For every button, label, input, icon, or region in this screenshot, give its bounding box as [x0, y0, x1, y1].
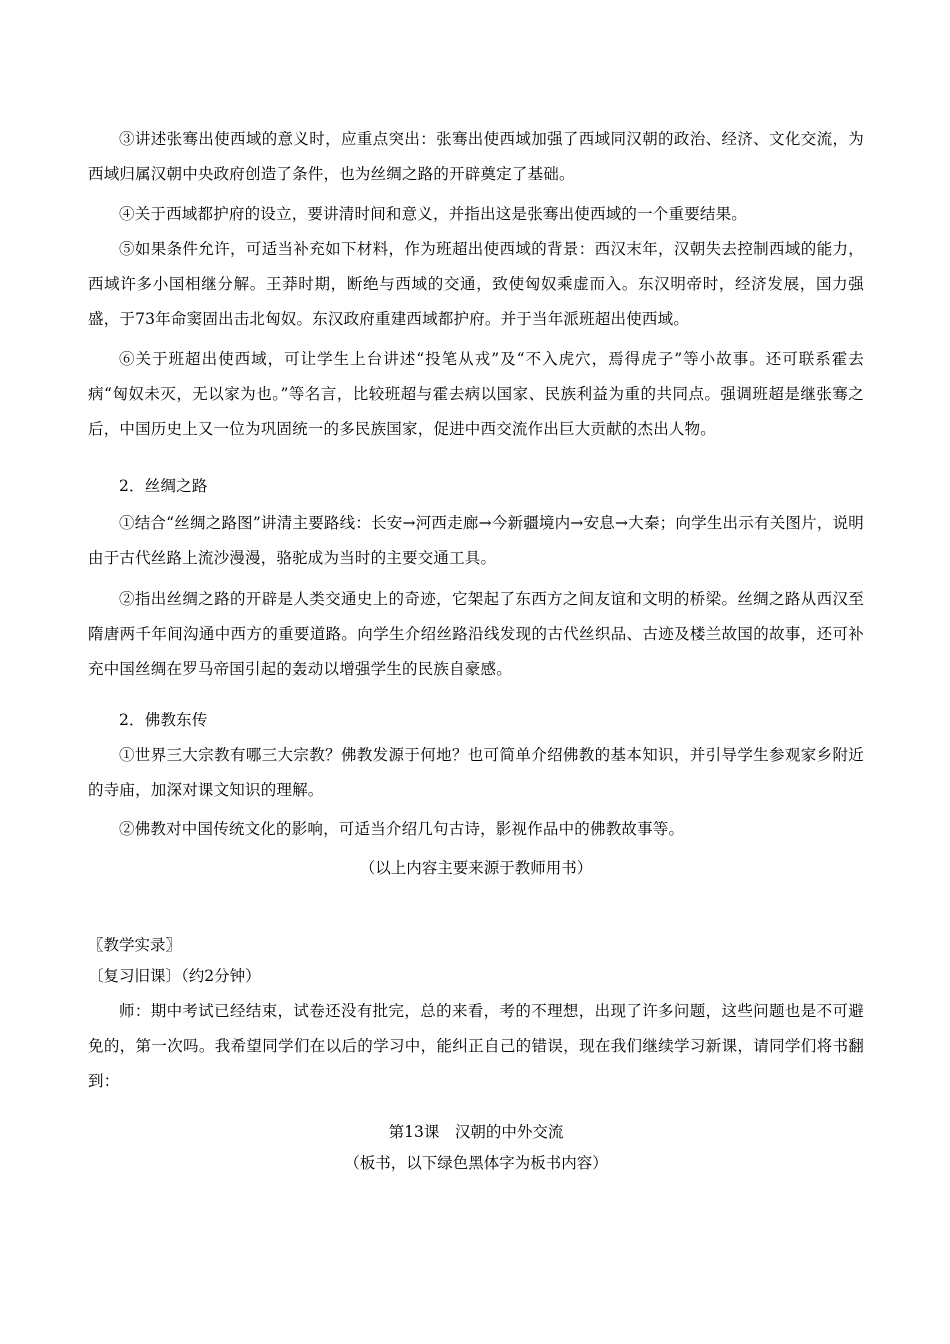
buddhism-paragraph-2: ②佛教对中国传统文化的影响，可适当介绍几句古诗，影视作品中的佛教故事等。 — [119, 820, 685, 838]
paragraph-4: ④关于西域都护府的设立，要讲清时间和意义，并指出这是张骞出使西域的一个重要结果。 — [119, 205, 748, 223]
paragraph-6: ⑥关于班超出使西域，可让学生上台讲述“投笔从戎”及“不入虎穴，焉得虎子”等小故事。还可联系霍去病“匈奴未灭，无以家为也。”等名言，比较班超与霍去病以国家、民族利益为重的共同点。强调班超是继张骞之后，中国历史上又一位为巩固统一的多民族国家，促进中西交流作出巨大贡献的杰出人物。 — [88, 350, 864, 438]
paragraph-3: ③讲述张骞出使西域的意义时，应重点突出：张骞出使西域加强了西域同汉朝的政治、经济、文化交流，为西域归属汉朝中央政府创造了条件，也为丝绸之路的开辟奠定了基础。 — [88, 130, 864, 183]
teaching-record-title: 〖教学实录〗 — [88, 936, 182, 954]
buddhism-paragraph-1: ①世界三大宗教有哪三大宗教？佛教发源于何地？也可简单介绍佛教的基本知识，并引导学生参观家乡附近的寺庙，加深对课文知识的理解。 — [88, 746, 864, 799]
source-note: （以上内容主要来源于教师用书） — [359, 859, 593, 877]
silk-road-heading: 2．丝绸之路 — [119, 477, 208, 495]
silk-road-paragraph-1: ①结合“丝绸之路图”讲清主要路线：长安→河西走廊→今新疆境内→安息→大秦；向学生出示有关图片，说明由于古代丝路上流沙漫漫，骆驼成为当时的主要交通工具。 — [88, 514, 864, 567]
buddhism-heading: 2．佛教东传 — [119, 711, 208, 729]
teacher-speech: 师：期中考试已经结束，试卷还没有批完，总的来看，考的不理想，出现了许多问题，这些问题也是不可避免的，第一次吗。我希望同学们在以后的学习中，能纠正自己的错误，现在我们继续学习新课，请同学们将书翻到： — [88, 1002, 864, 1090]
board-note: （板书，以下绿色黑体字为板书内容） — [344, 1154, 608, 1172]
lesson-title: 第13课 汉朝的中外交流 — [388, 1123, 564, 1141]
review-label: 〔复习旧课〕（约2分钟） — [88, 967, 261, 985]
silk-road-paragraph-2: ②指出丝绸之路的开辟是人类交通史上的奇迹，它架起了东西方之间友谊和文明的桥梁。丝绸之路从西汉至隋唐两千年间沟通中西方的重要道路。向学生介绍丝路沿线发现的古代丝织品、古迹及楼兰故国的故事，还可补充中国丝绸在罗马帝国引起的轰动以增强学生的民族自豪感。 — [88, 590, 864, 678]
paragraph-5: ⑤如果条件允许，可适当补充如下材料，作为班超出使西域的背景：西汉末年，汉朝失去控制西域的能力，西域许多小国相继分解。王莽时期，断绝与西域的交通，致使匈奴乘虚而入。东汉明帝时，经济发展，国力强盛，于73年命窦固出击北匈奴。东汉政府重建西域都护府。并于当年派班超出使西域。 — [88, 240, 864, 328]
